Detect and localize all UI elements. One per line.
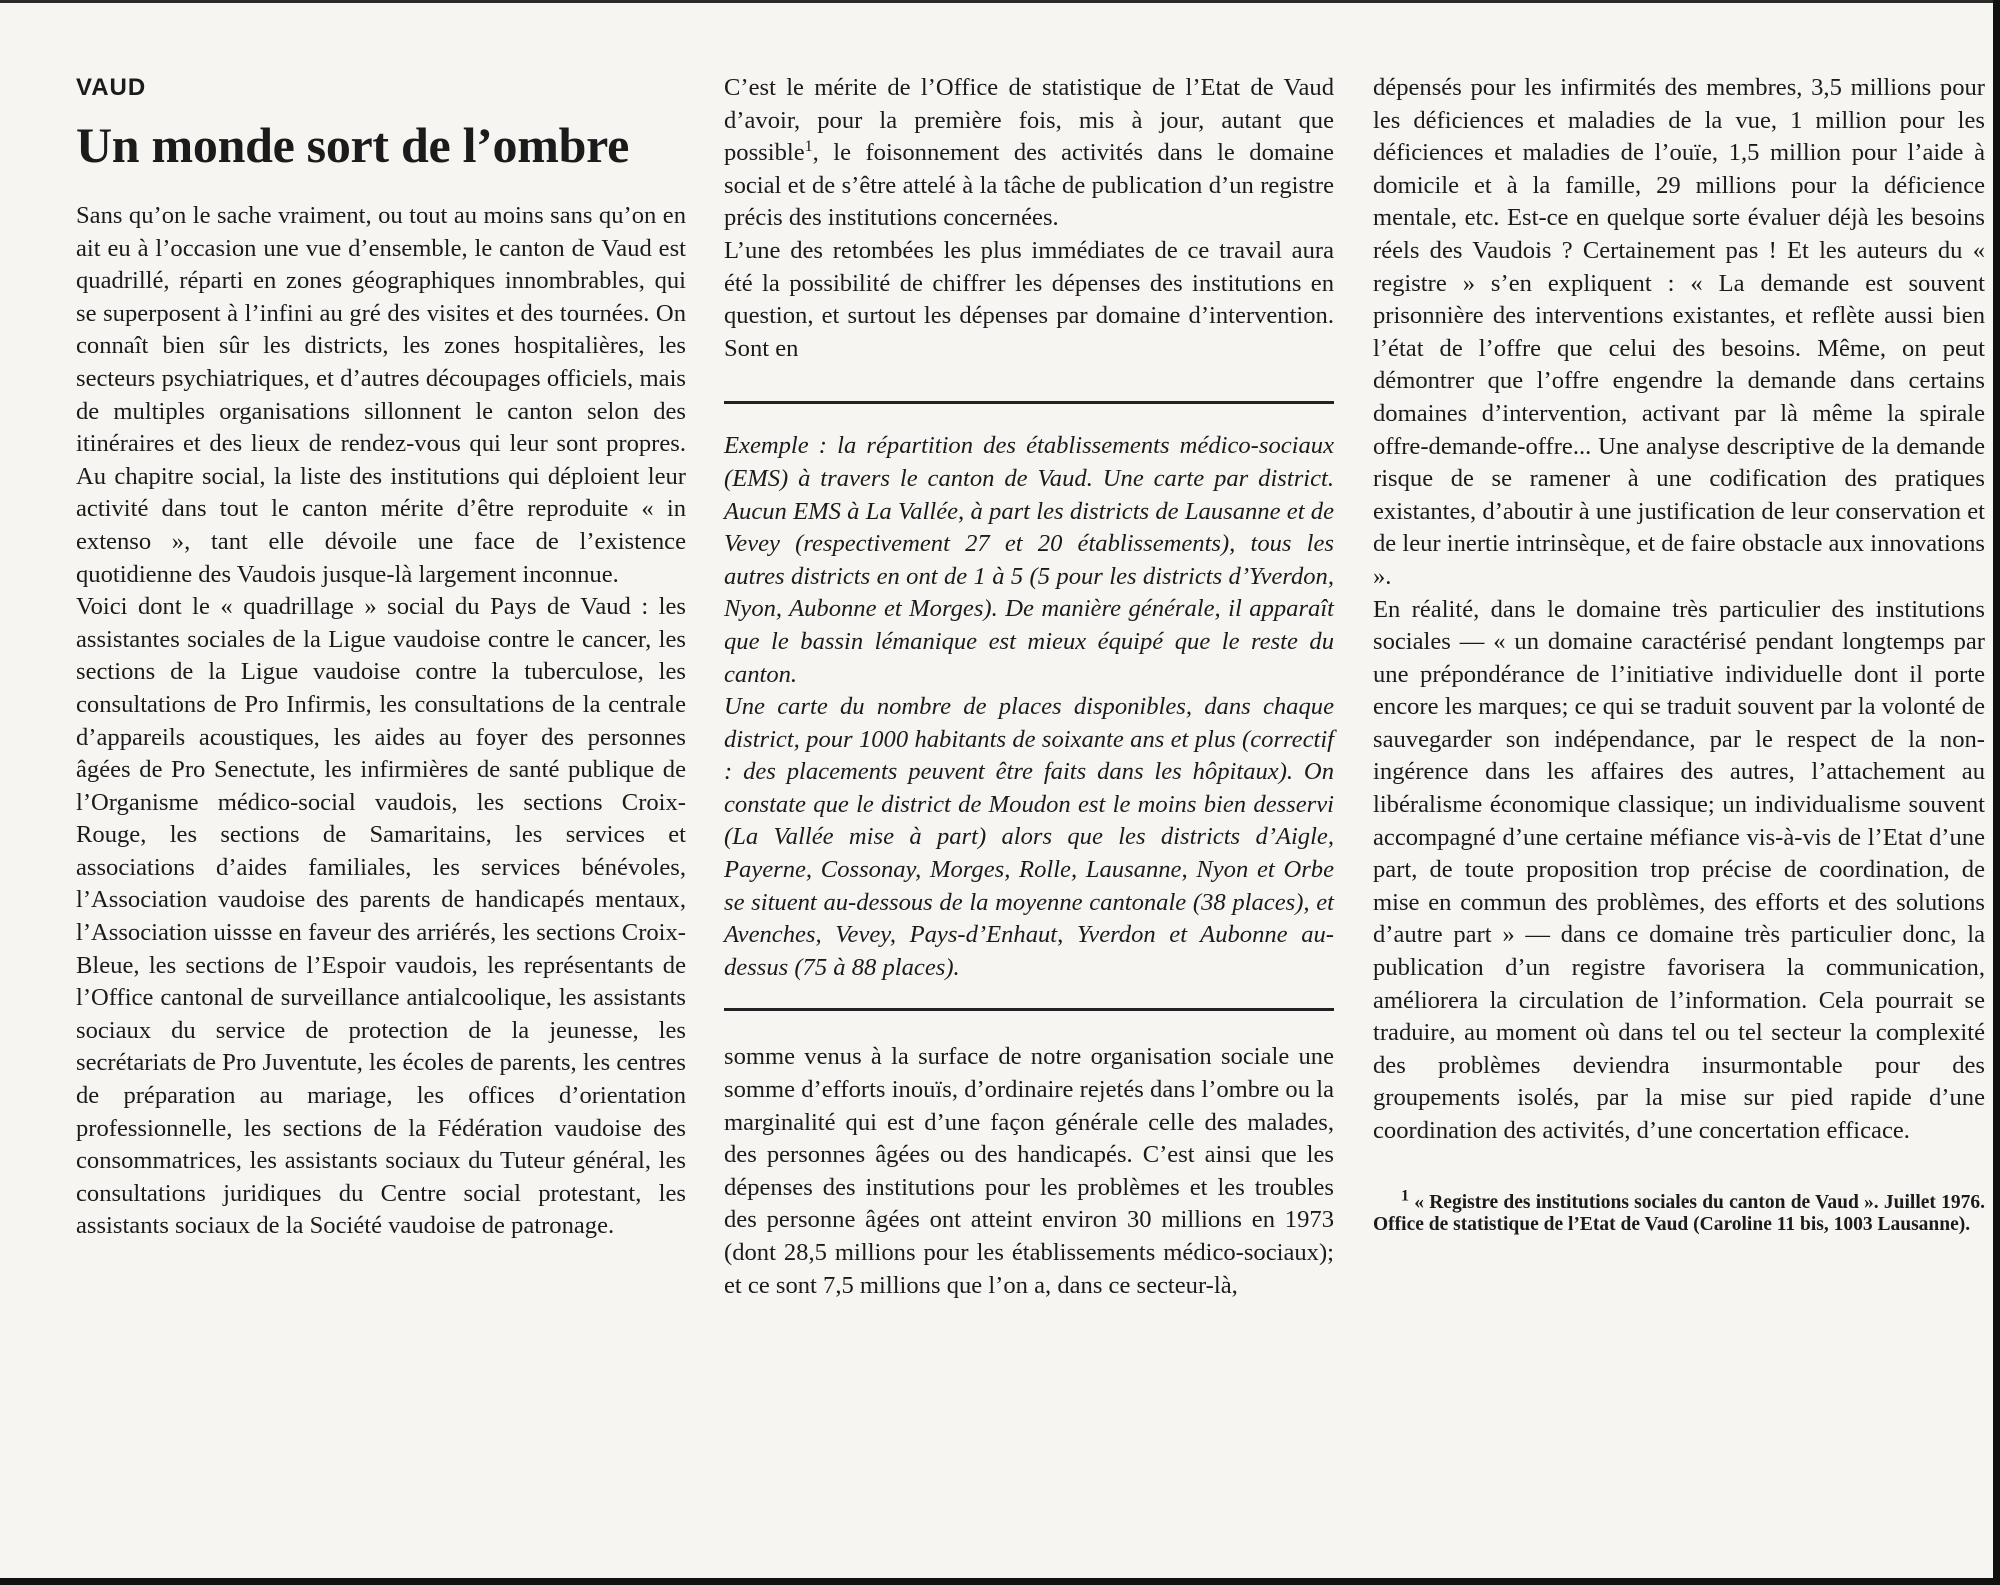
- caption-paragraph: Une carte du nombre de places disponibles, dans chaque district, pour 1000 habitants de soixante ans et plus (correctif : des placements peuvent être faits dans les hôpitaux). On constate que le district de Moudon est le moins bien desservi (La Vallée mise à part) alors que les districts d’Aigle, Payerne, Cossonay, Morges, Rolle, Lausanne, Nyon et Orbe se situent au-dessous de la moyenne cantonale (38 places), et Avenches, Vevey, Pays-d’Enhaut, Yverdon et Aubonne au-dessus (75 à 88 places).: [724, 693, 1334, 981]
- body-paragraph: Voici dont le « quadrillage » social du Pays de Vaud : les assistantes sociales de la Ligue vaudoise contre le cancer, les sections de la Ligue vaudoise contre la tuberculose, les consultations de Pro Infirmis, les consultations de la centrale d’appareils acoustiques, les aides au foyer des personnes âgées de Pro Senectute, les infirmières de santé publique de l’Organisme médico-social vaudois, les sections Croix-Rouge, les sections de Samaritains, les services et associations d’aides familiales, les services bénévoles, l’Association vaudoise des parents de handicapés mentaux, l’Association uissse en faveur des arriérés, les sections Croix-Bleue, les sections de l’Espoir vaudois, les représentants de l’Office cantonal de surveillance antialcoolique, les assistants sociaux du service de protection de la jeunesse, les secrétariats de Pro Juventute, les écoles de parents, les centres de préparation au mariage, les offices d’orientation professionnelle, les sections de la Fédération vaudoise des consommatrices, les assistants sociaux du Tuteur général, les consultations juridiques du Centre social protestant, les assistants sociaux de la Société vaudoise de patronage.: [76, 593, 686, 1240]
- scan-bottom-border: [0, 1578, 2000, 1585]
- map-caption: [724, 430, 1334, 984]
- column-2: [724, 72, 1334, 1302]
- body-text: , le foisonnement des activités dans le domaine social et de s’être attelé à la tâche de publication d’un registre précis des institutions concernées.: [724, 139, 1334, 232]
- footnote-marker: 1: [1401, 1187, 1409, 1205]
- body-paragraph: L’une des retombées les plus immédiates de ce travail aura été la possibilité de chiffrer les dépenses des institutions en question, et surtout les dépenses par domaine d’intervention. Sont en: [724, 236, 1334, 362]
- footnote-text: « Registre des institutions sociales du canton de Vaud ». Juillet 1976. Office de statistique de l’Etat de Vaud (Caroline 11 bis, 1003 Lausanne).: [1373, 1191, 1985, 1235]
- scan-top-border: [0, 0, 2000, 3]
- body-text: C’est le mérite de l’Office de statistique de l’Etat de Vaud d’avoir, pour la première fois, mis à jour, autant que possible: [724, 74, 1334, 167]
- scan-right-border: [1993, 0, 2000, 1585]
- body-paragraph: [724, 72, 1334, 235]
- caption-paragraph: Exemple : la répartition des établissements médico-sociaux (EMS) à travers le canton de Vaud. Une carte par district. Aucun EMS à La Vallée, à part les districts de Lausanne et de Vevey (respectivement 27 et 20 établissements), tous les autres districts en ont de 1 à 5 (5 pour les districts d’Yverdon, Nyon, Aubonne et Morges). De manière générale, il apparaît que le bassin lémanique est mieux équipé que le reste du canton.: [724, 432, 1334, 688]
- body-paragraph: En réalité, dans le domaine très particulier des institutions sociales — « un domaine caractérisé pendant longtemps par une prépondérance de l’initiative individuelle dont il porte encore les marques; ce qui se traduit souvent par la volonté de sauvegarder son indépendance, par le respect de la non-ingérence dans les affaires des autres, l’attachement au libéralisme économique classique; un individualisme souvent accompagné d’une certaine méfiance vis-à-vis de l’Etat d’une part, de toute proposition trop précise de coordination, de mise en commun des problèmes, des efforts et des solutions d’autre part » — dans ce domaine très particulier donc, la publication d’un registre favorisera la communication, améliorera la circulation de l’information. Cela pourrait se traduire, au moment où dans tel ou tel secteur la complexité des problèmes deviendra insurmontable pour des groupements isolés, par la mise sur pied rapide d’une coordination des activités, d’une concertation efficace.: [1373, 595, 1985, 1144]
- body-paragraph: Sans qu’on le sache vraiment, ou tout au moins sans qu’on en ait eu à l’occasion une vue d’ensemble, le canton de Vaud est quadrillé, réparti en zones géographiques innombrables, qui se superposent à l’infini au gré des visites et des tournées. On connaît bien sûr les districts, les zones hospitalières, les secteurs psychiatriques, et d’autres découpages officiels, mais de multiples organisations sillonnent le canton selon des itinéraires et des lieux de rendez-vous qui leur sont propres. Au chapitre social, la liste des institutions qui déploient leur activité dans tout le canton mérite d’être reproduite « in extenso », tant elle dévoile une face de l’existence quotidienne des Vaudois jusque-là largement inconnue.: [76, 202, 686, 588]
- column-3: [1373, 72, 1985, 1236]
- footnote-reference: 1: [804, 138, 813, 155]
- body-paragraph: somme venus à la surface de notre organisation sociale une somme d’efforts inouïs, d’ordinaire rejetés dans l’ombre ou la marginalité qui est d’une façon générale celle des malades, des personnes âgées ou des handicapés. C’est ainsi que les dépenses des institutions pour les problèmes et les troubles des personne âgées ont atteint environ 30 millions en 1973 (dont 28,5 millions pour les établissements médico-sociaux); et ce sont 7,5 millions que l’on a, dans ce secteur-là,: [724, 1043, 1334, 1299]
- footnote: [1373, 1187, 1985, 1236]
- body-paragraph: dépensés pour les infirmités des membres, 3,5 millions pour les déficiences et maladies de la vue, 1 million pour les déficiences et maladies de l’ouïe, 1,5 million pour l’aide à domicile et à la famille, 29 millions pour la déficience mentale, etc. Est-ce en quelque sorte évaluer déjà les besoins réels des Vaudois ? Certainement pas ! Et les auteurs du « registre » s’en expliquent : « La demande est souvent prisonnière des interventions existantes, et reflète aussi bien l’état de l’offre que celui des besoins. Même, on peut démontrer que l’offre engendre la demande dans certains domaines d’intervention, activant par là même la spirale offre-demande-offre... Une analyse descriptive de la demande risque de se ramener à une codification des pratiques existantes, d’aboutir à une justification de leur conservation et de leur inertie intrinsèque, et de faire obstacle aux innovations ».: [1373, 74, 1985, 590]
- column-1: [76, 70, 686, 1243]
- article-headline: Un monde sort de l’ombre: [76, 117, 629, 173]
- section-rubric: VAUD: [76, 74, 147, 101]
